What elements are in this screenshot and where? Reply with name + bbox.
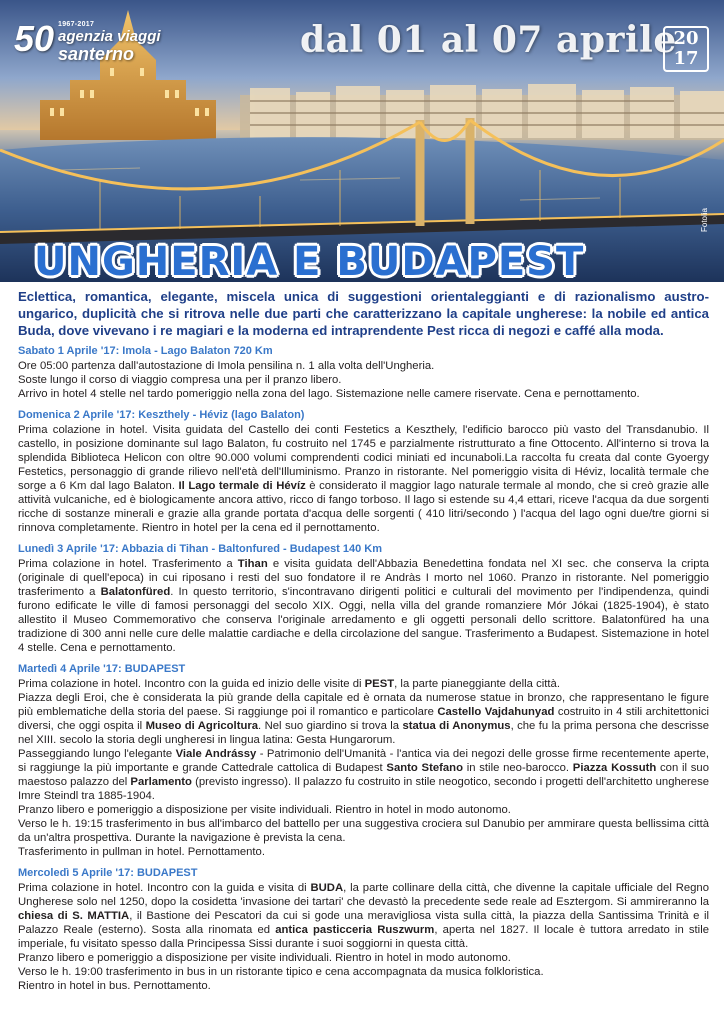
day-text: . In questo territorio, s'incontravano dirigenti politici e culturali del movimento per l'indipendenza, quindi furono edificate le ville di famosi personaggi del secolo XIX. Oggi, nella villa del grande romanziere Mór Jókai (1825-1904), è stato allestito il Museo Commemorativo che conserva l'originale arredamento e gli oggetti personali dello scrittore. Balatonfüred ha una tradizione di 300 anni nelle cure delle malattie cardiache e della circolazione del sangue. Trasferimento a Budapest. Sistemazione in hotel 4 stelle. Cena e pernottamento. xyxy=(18,586,710,654)
day-paragraph: Rientro in hotel in bus. Pernottamento. xyxy=(18,980,211,992)
day-text: , il Bastione dei Pescatori da cui si gode una meravigliosa vista sulla città, la piazza della Santissima Trinità e il Palazzo Reale (esterno). Sosta alla rinomata ed xyxy=(18,910,709,936)
day-highlight: BUDA xyxy=(310,882,344,894)
day-title: Mercoledì 5 Aprile '17: BUDAPEST xyxy=(18,867,198,879)
day-paragraph xyxy=(18,677,709,691)
day-text: - Patrimonio dell'Umanità - l'antica via dei negozi delle grosse firme recentemente aperte, si raggiunge la più importante e grande Cattedrale cattolica di Budapest xyxy=(18,748,709,774)
day-paragraph: Ore 05:00 partenza dall'autostazione di Imola pensilina n. 1 alla volta dell'Ungheria. xyxy=(18,360,435,372)
year-badge xyxy=(663,26,709,72)
day-text: Passeggiando lungo l'elegante xyxy=(18,748,176,760)
logo-years: 1967-2017 xyxy=(58,21,95,28)
day-paragraph: Verso le h. 19:15 trasferimento in bus all'imbarco del battello per una suggestiva crociera sul Danubio per ammirare questa bellissima città da un'altra prospettiva. Durante la navigazione è prevista la cena. xyxy=(18,818,709,844)
day-text: , che fu la prima persona che descrisse nel XIII. secolo la storia degli ungheresi in lingua latina: Gesta Hungarorum. xyxy=(18,720,710,746)
day-highlight: Viale Andrássy xyxy=(175,748,257,760)
day-text: Piazza degli Eroi, che è considerata la più grande della capitale ed è ornata da numerose statue in bronzo, che rappresentano le figure più emblematiche della storia del paese. Si raggiunge poi il romantico e particolare xyxy=(18,692,709,718)
trip-dates: dal 01 al 07 aprile xyxy=(300,19,677,61)
day-paragraph: Trasferimento in pullman in hotel. Pernottamento. xyxy=(18,846,265,858)
day-text: Prima colazione in hotel. Incontro con la guida ed inizio delle visite di xyxy=(18,678,365,690)
day-text: (previsto ingresso). Il palazzo fu costruito in stile neogotico, secondo i progetti dell'architetto ungherese Imre Steindl tra 1885-1904. xyxy=(18,776,710,802)
day-highlight: Parlamento xyxy=(130,776,192,788)
day-title: Sabato 1 Aprile '17: Imola - Lago Balaton 720 Km xyxy=(18,345,273,357)
itinerary-day-3 xyxy=(18,542,709,655)
day-paragraph: Soste lungo il corso di viaggio compresa una per il pranzo libero. xyxy=(18,374,342,386)
day-title: Domenica 2 Aprile '17: Keszthely - Héviz (lago Balaton) xyxy=(18,409,305,421)
day-text: costruito in 4 stili architettonici diversi, che oggi ospita il xyxy=(18,706,709,732)
day-text: in stile neo-barocco. xyxy=(462,762,573,774)
itinerary-day-2 xyxy=(18,408,709,535)
day-highlight: Museo di Agricoltura xyxy=(145,720,259,732)
day-title: Martedì 4 Aprile '17: BUDAPEST xyxy=(18,663,186,675)
agency-logo xyxy=(14,20,194,64)
day-text: Prima colazione in hotel. Trasferimento a xyxy=(18,558,238,570)
itinerary-day-5 xyxy=(18,866,709,993)
intro-paragraph: Eclettica, romantica, elegante, miscela unica di suggestioni orientaleggianti e di razionalismo austro-ungarico, duplicità che si ritrova nelle due parti che caratterizzano la capitale ungherese: la nobile ed antica Buda, dove vivevano i re magiari e la moderna ed intraprendente Pest ricca di negozi e caffé alla moda. xyxy=(18,289,709,338)
day-highlight: Santo Stefano xyxy=(386,762,463,774)
itinerary-day-1 xyxy=(18,344,709,401)
day-highlight: statua di Anonymus xyxy=(402,720,511,732)
itinerary-day-4 xyxy=(18,662,709,859)
day-text: . Nel suo giardino si trova la xyxy=(258,720,403,732)
day-text: con il suo maestoso palazzo del xyxy=(18,762,709,788)
logo-agency-name: santerno xyxy=(58,44,135,64)
page-title: UNGHERIA E BUDAPEST xyxy=(34,239,585,282)
day-paragraph xyxy=(18,557,709,655)
day-highlight: PEST xyxy=(364,678,395,690)
logo-anniversary-number: 50 xyxy=(14,18,55,59)
photo-credit: Fotolia xyxy=(700,207,709,232)
day-paragraph xyxy=(18,423,709,535)
day-paragraph xyxy=(18,747,709,803)
day-paragraph xyxy=(18,691,709,747)
day-highlight: Castello Vajdahunyad xyxy=(437,706,555,718)
year-badge-bottom: 17 xyxy=(673,48,699,69)
day-text: Prima colazione in hotel. Incontro con la guida e visita di xyxy=(18,882,311,894)
day-highlight: Piazza Kossuth xyxy=(572,762,657,774)
day-paragraph xyxy=(18,881,709,951)
day-paragraph: Pranzo libero e pomeriggio a disposizione per visite individuali. Rientro in hotel in modo autonomo. xyxy=(18,804,511,816)
day-highlight: Tihan xyxy=(237,558,268,570)
itinerary xyxy=(18,337,709,993)
day-highlight: Balatonfüred xyxy=(100,586,171,598)
year-badge-top: 20 xyxy=(673,28,699,49)
logo-agency-label: agenzia viaggi xyxy=(58,28,161,45)
day-paragraph: Verso le h. 19:00 trasferimento in bus in un ristorante tipico e cena accompagnata da musica folkloristica. xyxy=(18,966,544,978)
day-highlight: Il Lago termale di Hévíz xyxy=(178,480,306,492)
day-highlight: chiesa di S. MATTIA xyxy=(18,910,130,922)
day-title: Lunedì 3 Aprile '17: Abbazia di Tihan - Baltonfured - Budapest 140 Km xyxy=(18,543,383,555)
day-text: Prima colazione in hotel. Visita guidata del Castello dei conti Festetics a Keszthely, l'edificio barocco più vasto del Transdanubio. Il castello, in posizione dominante sul lago Balaton, fu costruito nel 1745 e parzialmente ristrutturato a fine Ottocento. All'interno si trova la splendida Biblioteca Helicon con oltre 90.000 volumi comprendenti codici miniati ed incunaboli.La raccolta fu creata dal conte Gyoergy Festetics, personaggio di grande rilievo nell'età dell'Illuminismo. Pranzo in ristorante. Nel pomeriggio visita di Héviz, località termale che sorge a 6 Km dal lago Balaton. xyxy=(18,424,709,492)
day-text: è considerato il maggior lago naturale termale al mondo, che si creò grazie alle attività vulcaniche, ed è biologicamente ancora attivo, ricco di fango torboso. Il lago si estende su 4,4 ettari, riceve l'acqua da due sorgenti ricche di sostanze minerali e grazie alla grande portata d'acqua delle sorgenti ( 410 litri/secondo ) l'acqua del lago ogni due/tre giorni si rinnova completamente. Rientro in hotel per la cena ed il pernottamento. xyxy=(18,480,710,534)
day-paragraph: Arrivo in hotel 4 stelle nel tardo pomeriggio nella zona del lago. Sistemazione nelle camere riservate. Cena e pernottamento. xyxy=(18,388,640,400)
day-text: , la parte pianeggiante della città. xyxy=(394,678,560,690)
hero-photo xyxy=(0,0,724,282)
day-paragraph: Pranzo libero e pomeriggio a disposizione per visite individuali. Rientro in hotel in modo autonomo. xyxy=(18,952,511,964)
day-text: , aperta nel 1827. Il locale è tuttora arredato in stile imperiale, fu visitato spesso dalla Principessa Sissi durante i suoi soggiorni in questa città. xyxy=(18,924,709,950)
day-text: , la parte collinare della città, che divenne la capitale ufficiale del Regno Ungherese solo nel 1250, dopo la cosidetta 'invasione dei tartari' che devastò la precedente sede reale ad Esztergom. Si ammireranno la xyxy=(18,882,709,908)
day-text: e visita guidata dell'Abbazia Benedettina fondata nel XI sec. che conserva la cripta (originale di quell'epoca) in cui riposano i resti del suo fondatore il re Andràs I morto nel 1060. Pranzo in ristorante. Nel pomeriggio trasferimento a xyxy=(18,558,709,598)
day-highlight: antica pasticceria Ruszwurm xyxy=(275,924,435,936)
